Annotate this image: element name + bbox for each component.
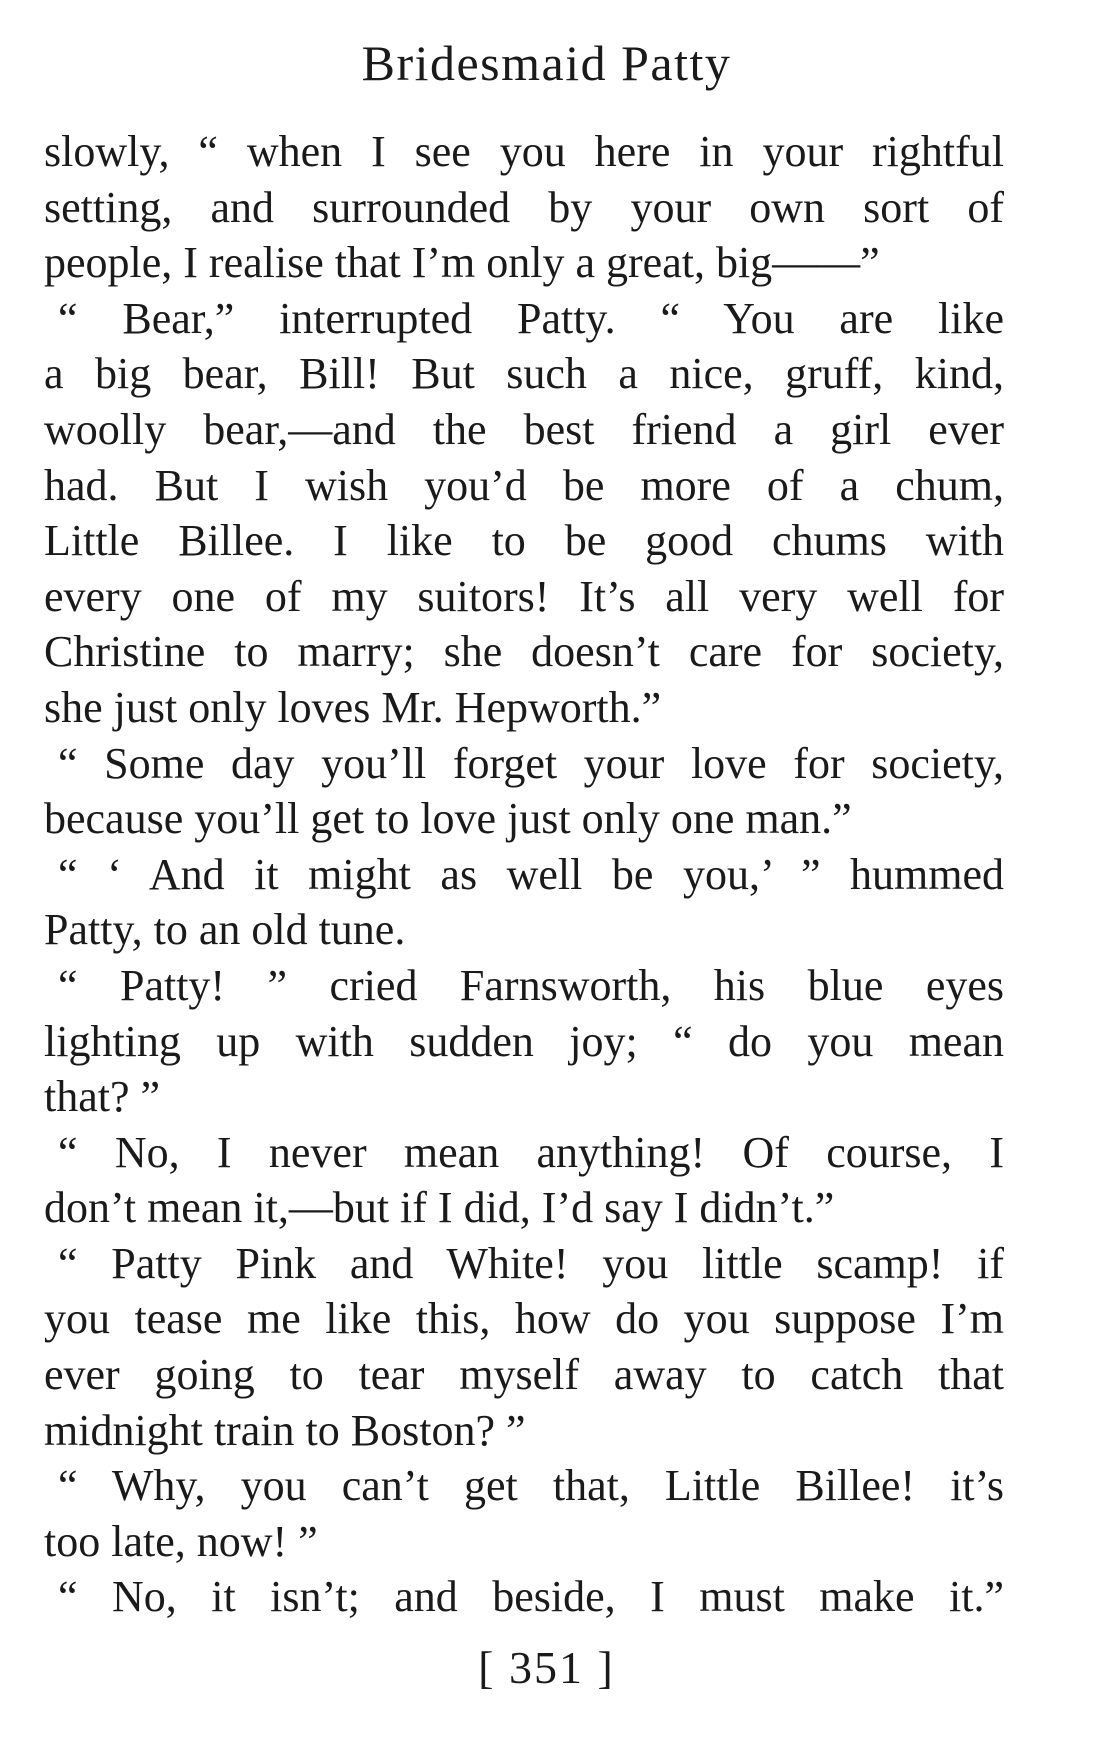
text-line: ever going to tear myself away to catch that <box>44 1350 1004 1400</box>
text-line: “ Some day you’ll forget your love for society, <box>58 738 1004 788</box>
text-line: had. But I wish you’d be more of a chum, <box>44 460 1004 510</box>
text-line: don’t mean it,—but if I did, I’d say I didn’t.” <box>44 1183 835 1233</box>
text-line: that? ” <box>44 1072 161 1122</box>
text-line: Patty, to an old tune. <box>44 905 406 955</box>
text-line: slowly, “ when I see you here in your rightful <box>44 127 1004 176</box>
text-line: midnight train to Boston? ” <box>44 1405 526 1455</box>
text-line: a big bear, Bill! But such a nice, gruff, kind, <box>44 349 1004 399</box>
running-head: Bridesmaid Patty <box>361 35 732 91</box>
text-line: you tease me like this, how do you suppose I’m <box>44 1294 1004 1344</box>
page-number: [ 351 ] <box>478 1642 615 1693</box>
text-line: “ No, it isn’t; and beside, I must make it.” <box>58 1572 1004 1622</box>
text-line: “ Why, you can’t get that, Little Billee! it’s <box>58 1461 1004 1511</box>
text-line: Little Billee. I like to be good chums with <box>44 516 1004 566</box>
text-line: people, I realise that I’m only a great, big——” <box>44 238 880 288</box>
text-line: too late, now! ” <box>44 1516 318 1566</box>
text-line: every one of my suitors! It’s all very well for <box>44 571 1004 621</box>
text-line: “ Bear,” interrupted Patty. “ You are like <box>58 293 1004 343</box>
text-line: setting, and surrounded by your own sort of <box>44 182 1004 232</box>
text-line: “ ‘ And it might as well be you,’ ” hummed <box>58 849 1004 899</box>
text-line: “ Patty Pink and White! you little scamp! if <box>58 1238 1004 1288</box>
text-line: lighting up with sudden joy; “ do you mean <box>44 1016 1004 1066</box>
text-line: “ No, I never mean anything! Of course, I <box>58 1127 1004 1177</box>
text-line: she just only loves Mr. Hepworth.” <box>44 682 662 732</box>
text-line: woolly bear,—and the best friend a girl ever <box>44 404 1004 454</box>
text-line: because you’ll get to love just only one man.” <box>44 794 852 844</box>
text-line: “ Patty! ” cried Farnsworth, his blue eyes <box>58 960 1004 1010</box>
body-text <box>44 124 1004 1625</box>
text-line: Christine to marry; she doesn’t care for society, <box>44 627 1004 677</box>
